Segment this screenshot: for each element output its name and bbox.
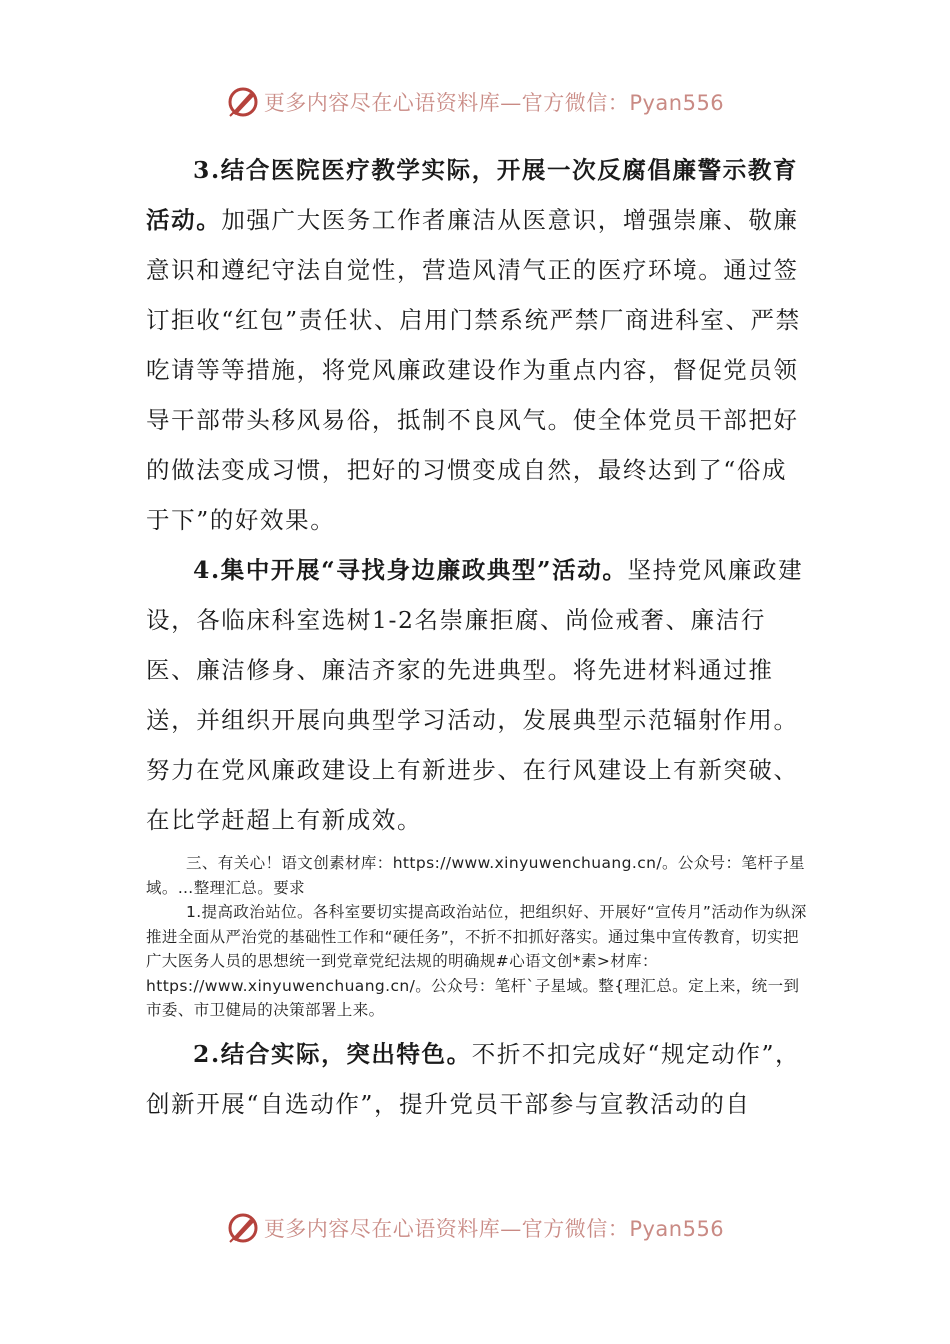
watermark-footer [0,1206,950,1250]
pen-logo-icon [226,85,260,119]
requirement-1: 1.提高政治站位。各科室要切实提高政治站位，把组织好、开展好“宣传月”活动作为纵深推进全面从严治党的基础性工作和“硬任务”，不折不扣抓好落实。通过集中宣传教育，切实把广大医务人员的思想统一到党章党纪法规的明确规#心语文创*素>材库：https://www.xinyuwenchuang.cn/。公众号：笔杆`子星域。整{理汇总。定上来，统一到市委、市卫健局的决策部署上来。 [146,903,807,1019]
document-body [146,145,811,1129]
watermark-wechat-id: Pyan556 [629,1217,725,1241]
paragraph-4-heading: 4.集中开展“寻找身边廉政典型”活动。 [193,556,628,584]
requirement-2-text: 不折不扣完成好“规定动作”，创新开展“自选动作”，提升党员干部参与宣教活动的自 [146,1039,801,1118]
requirement-2 [146,1029,811,1129]
watermark-header [0,80,950,124]
paragraph-3-text: 加强广大医务工作者廉洁从医意识，增强崇廉、敬廉意识和遵纪守法自觉性，营造风清气正的医疗环境。通过签订拒收“红包”责任状、启用门禁系统严禁厂商进科室、严禁吃请等等措施，将党风廉政建设作为重点内容，督促党员领导干部带头移风易俗，抵制不良风气。使全体党员干部把好的做法变成习惯，把好的习惯变成自然，最终达到了“俗成于下”的好效果。 [146,206,801,534]
paragraph-3-heading: 3.结合医院医疗教学实际，开展一次反腐倡廉警示教育活动。 [146,156,799,234]
watermark-text: 更多内容尽在心语资料库—官方微信： [263,1217,630,1241]
section-3-heading: 三、有关心！语文创素材库：https://www.xinyuwenchuang.cn/。公众号：笔杆子星域。…整理汇总。要求 [146,854,806,897]
requirement-2-heading: 2.结合实际，突出特色。 [193,1039,472,1068]
pen-logo-icon [226,1211,260,1245]
paragraph-4 [146,545,811,845]
paragraph-4-text: 坚持党风廉政建设，各临床科室选树1-2名崇廉拒腐、尚俭戒奢、廉洁行医、廉洁修身、廉洁齐家的先进典型。将先进材料通过推送，并组织开展向典型学习活动，发展典型示范辐射作用。努力在党风廉政建设上有新进步、在行风建设上有新突破、在比学赶超上有新成效。 [146,556,804,834]
watermark-text: 更多内容尽在心语资料库—官方微信： [263,91,630,115]
paragraph-3 [146,145,811,545]
watermark-wechat-id: Pyan556 [629,91,725,115]
